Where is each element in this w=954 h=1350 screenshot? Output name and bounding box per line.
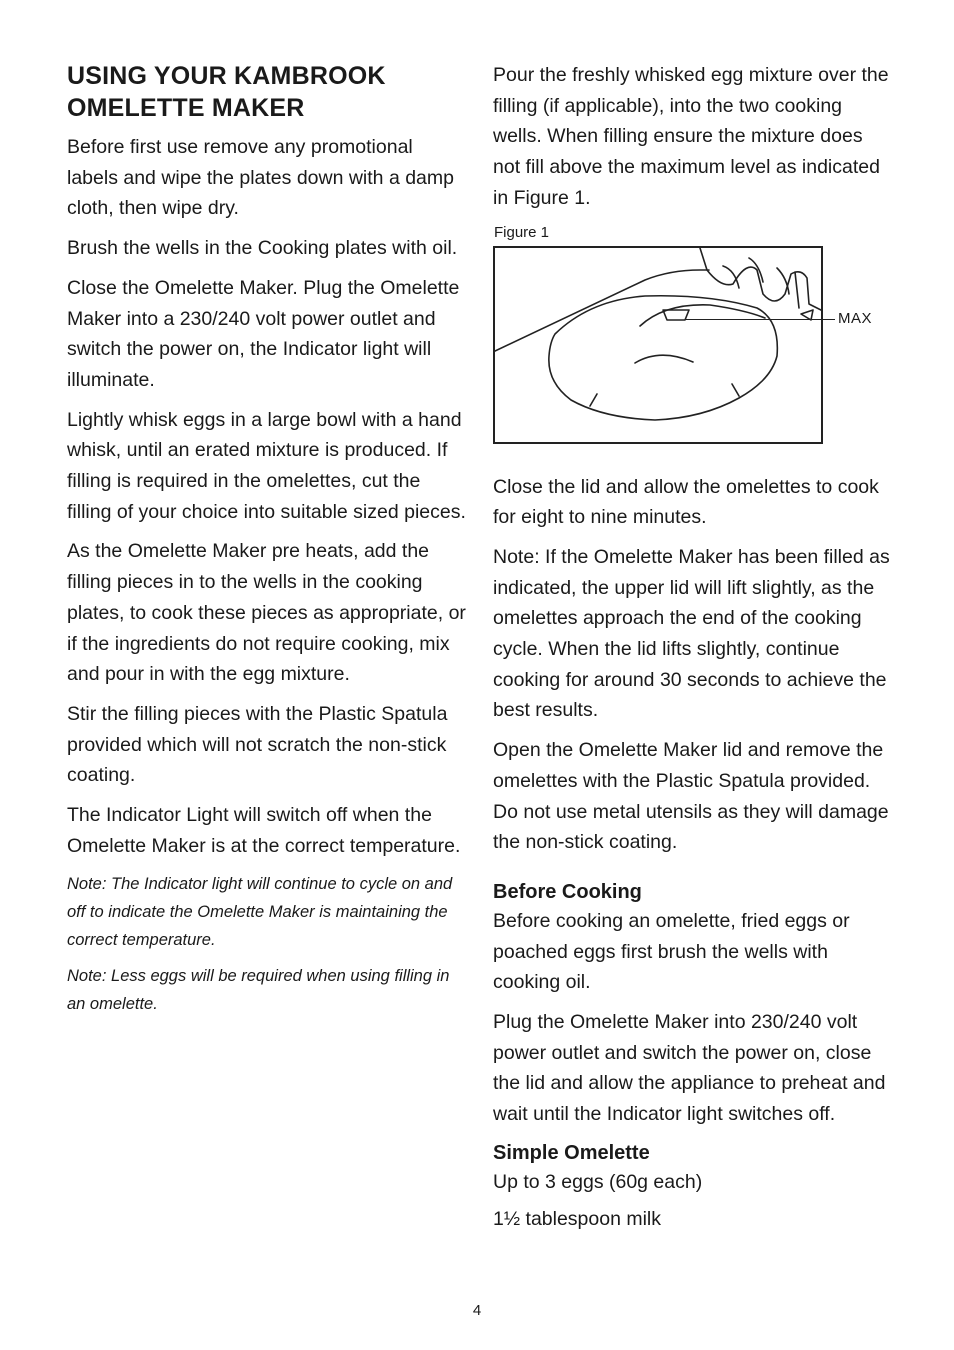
- ingredient-milk: 1½ tablespoon milk: [493, 1207, 662, 1230]
- figure-label: Figure 1: [494, 223, 550, 241]
- page-number: 4: [472, 1302, 482, 1319]
- omelette-well-illustration: [495, 248, 821, 442]
- paragraph-plug-in: Close the Omelette Maker. Plug the Omelette Maker into a 230/240 volt power outlet and switch the power on, the Indicator light will illuminate.: [67, 276, 460, 391]
- paragraph-pour-mixture: Pour the freshly whisked egg mixture over the filling (if applicable), into the two cooking wells. When filling ensure the mixture does not fill above the maximum level as indicated in Figure 1.: [493, 64, 889, 209]
- paragraph-close-lid: Close the lid and allow the omelettes to cook for eight to nine minutes.: [493, 475, 879, 529]
- paragraph-stir-filling: Stir the filling pieces with the Plastic Spatula provided which will not scratch the non-stick coating.: [67, 702, 448, 787]
- page-title-line-1: USING YOUR KAMBROOK: [67, 62, 386, 90]
- heading-before-cooking: Before Cooking: [493, 880, 642, 903]
- paragraph-add-filling: As the Omelette Maker pre heats, add the filling pieces in to the wells in the cooking plates, to cook these pieces as appropriate, or if the ingredients do not require cooking, mix and pour in with the egg mixture.: [67, 540, 466, 686]
- paragraph-brush-wells: Brush the wells in the Cooking plates with oil.: [67, 237, 458, 260]
- paragraph-indicator-light: The Indicator Light will switch off when the Omelette Maker is at the correct temperature.: [67, 804, 461, 857]
- max-label: MAX: [838, 309, 873, 327]
- max-indicator-line: [685, 319, 835, 320]
- figure-1: [493, 246, 893, 448]
- page-title-line-2: OMELETTE MAKER: [67, 94, 305, 122]
- note-less-eggs: Note: Less eggs will be required when using filling in an omelette.: [67, 967, 450, 1014]
- paragraph-lid-lift-note: Note: If the Omelette Maker has been filled as indicated, the upper lid will lift slightly, as the omelettes approach the end of the cooking cycle. When the lid lifts slightly, continue cooking for around 30 seconds to achieve the best results.: [493, 545, 890, 722]
- paragraph-preheat: Plug the Omelette Maker into 230/240 volt power outlet and switch the power on, close the lid and allow the appliance to preheat and wait until the Indicator light switches off.: [493, 1011, 886, 1126]
- paragraph-before-cooking: Before cooking an omelette, fried eggs or poached eggs first brush the wells with cooking oil.: [493, 909, 850, 994]
- right-column: [493, 60, 893, 1243]
- heading-simple-omelette: Simple Omelette: [493, 1141, 650, 1164]
- figure-frame: [493, 246, 823, 444]
- paragraph-remove-omelettes: Open the Omelette Maker lid and remove the omelettes with the Plastic Spatula provided. Do not use metal utensils as they will damage the non-stick coating.: [493, 739, 889, 854]
- paragraph-whisk-eggs: Lightly whisk eggs in a large bowl with a hand whisk, until an erated mixture is produced. If filling is required in the omelettes, cut the filling of your choice into suitable sized pieces.: [67, 408, 466, 523]
- ingredient-eggs: Up to 3 eggs (60g each): [493, 1170, 703, 1193]
- left-column: [67, 60, 467, 1026]
- page-title: [67, 60, 467, 124]
- paragraph-first-use: Before first use remove any promotional labels and wipe the plates down with a damp cloth, then wipe dry.: [67, 136, 454, 220]
- note-indicator-cycle: Note: The Indicator light will continue to cycle on and off to indicate the Omelette Maker is maintaining the correct temperature.: [67, 875, 453, 950]
